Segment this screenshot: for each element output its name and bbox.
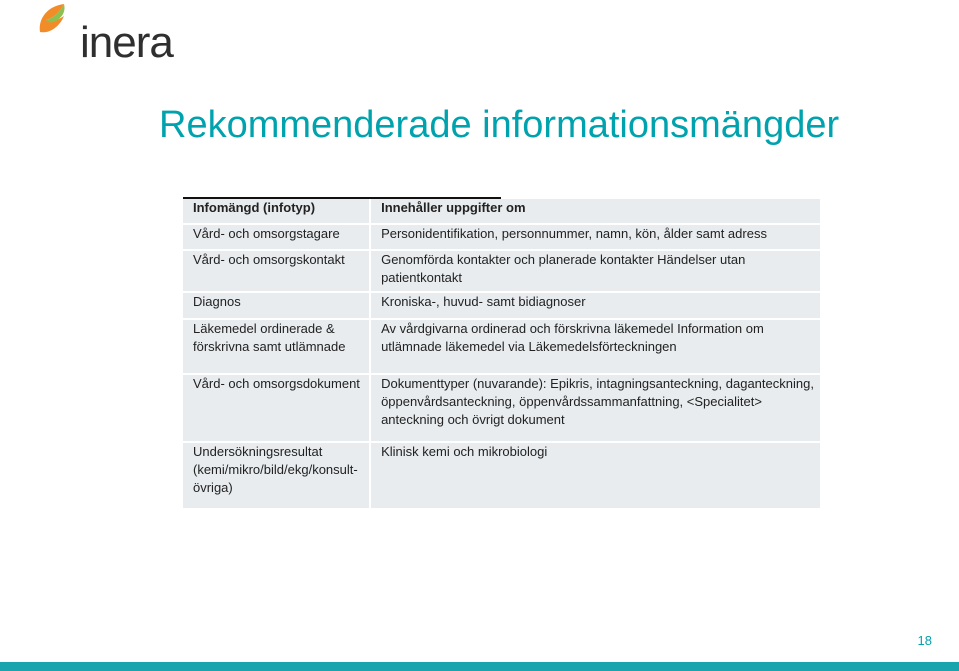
row-content: Av vårdgivarna ordinerad och förskrivna läkemedel Information om utlämnade läkemedel via Läkemedelsförteckningen <box>370 319 820 374</box>
footer-bar <box>0 662 959 671</box>
table-row <box>183 224 820 250</box>
row-content: Kroniska-, huvud- samt bidiagnoser <box>370 292 820 319</box>
header-infomangd: Infomängd (infotyp) <box>183 199 370 224</box>
table-row <box>183 250 820 292</box>
row-type: Vård- och omsorgstagare <box>183 224 370 250</box>
row-type: Läkemedel ordinerade & förskrivna samt utlämnade <box>183 319 370 374</box>
info-table <box>183 199 820 510</box>
row-type: Undersökningsresultat (kemi/mikro/bild/ekg/konsult-övriga) <box>183 442 370 509</box>
logo-text: inera <box>80 18 173 67</box>
header-innehaller: Innehåller uppgifter om <box>370 199 820 224</box>
row-content: Dokumenttyper (nuvarande): Epikris, intagningsanteckning, daganteckning, öppenvårdsanteckning, öppenvårdssammanfattning, <Specialitet> anteckning och övrigt dokument <box>370 374 820 442</box>
page-title: Rekommenderade informationsmängder <box>159 104 840 146</box>
row-content: Personidentifikation, personnummer, namn, kön, ålder samt adress <box>370 224 820 250</box>
table-row <box>183 292 820 319</box>
table-header-row <box>183 199 820 224</box>
table-row <box>183 319 820 374</box>
table-row <box>183 442 820 509</box>
table-row <box>183 374 820 442</box>
row-type: Vård- och omsorgsdokument <box>183 374 370 442</box>
row-type: Diagnos <box>183 292 370 319</box>
row-content: Genomförda kontakter och planerade kontakter Händelser utan patientkontakt <box>370 250 820 292</box>
row-content: Klinisk kemi och mikrobiologi <box>370 442 820 509</box>
inera-logo <box>36 2 173 67</box>
row-type: Vård- och omsorgskontakt <box>183 250 370 292</box>
page-number: 18 <box>917 633 932 648</box>
inera-logo-mark <box>36 2 76 36</box>
